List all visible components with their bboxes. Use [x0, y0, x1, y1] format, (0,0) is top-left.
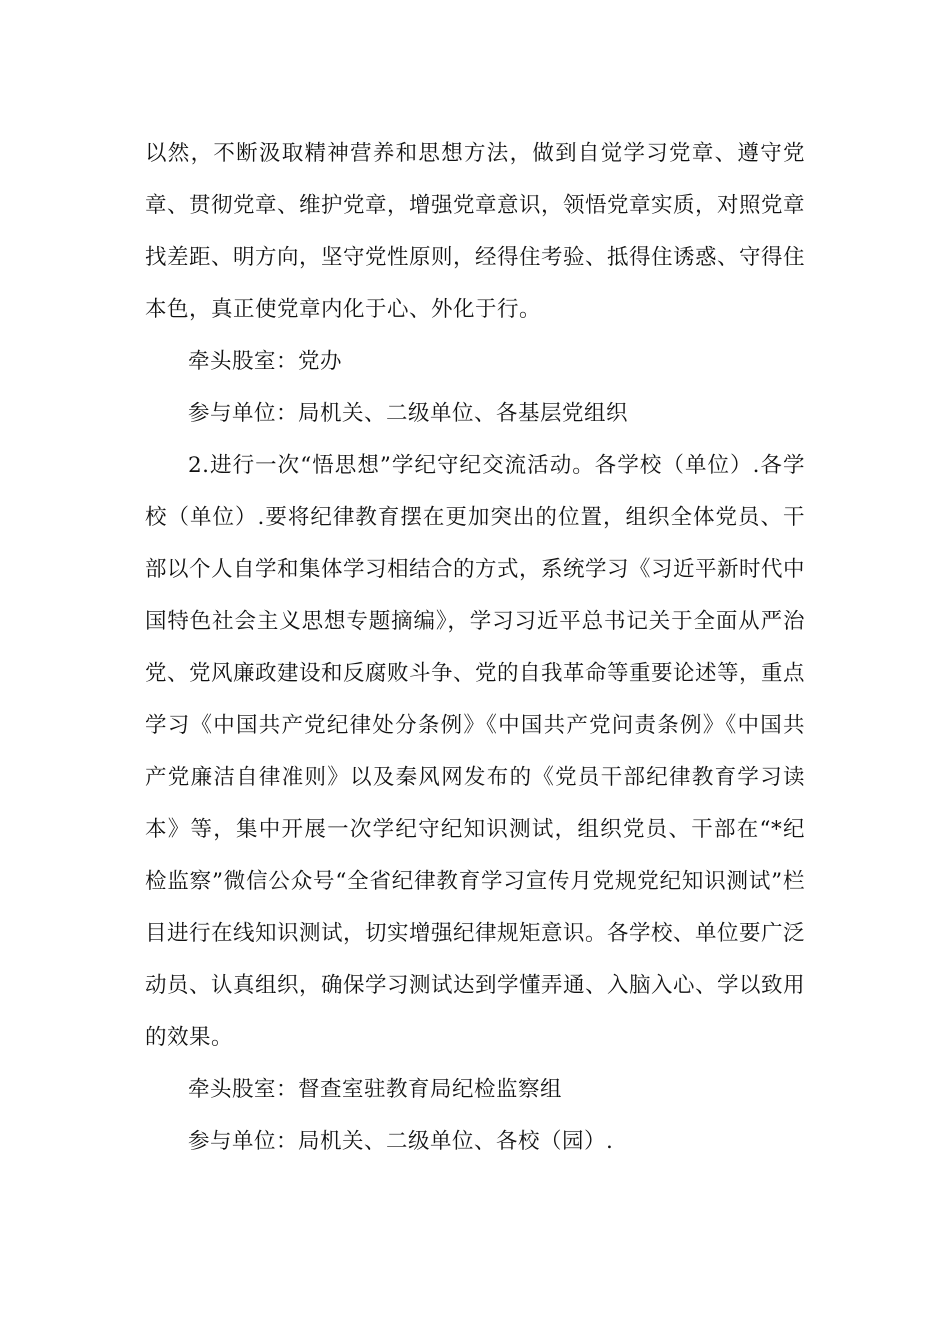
lead-office-line-2: 牵头股室：督查室驻教育局纪检监察组	[188, 1077, 563, 1102]
paragraph-party-constitution-study: 以然，不断汲取精神营养和思想方法，做到自觉学习党章、遵守党章、贯彻党章、维护党章，增强党章意识，领悟党章实质，对照党章找差距、明方向，坚守党性原则，经得住考验、抵得住诱惑、守得住本色，真正使党章内化于心、外化于行。	[145, 141, 806, 322]
participants-line-2: 参与单位：局机关、二级单位、各校（园）.	[188, 1129, 614, 1154]
lead-office-line-1: 牵头股室：党办	[188, 349, 343, 374]
document-body	[145, 128, 805, 1168]
participants-line-1: 参与单位：局机关、二级单位、各基层党组织	[188, 401, 629, 426]
paragraph-discipline-exchange: 2.进行一次“悟思想”学纪守纪交流活动。各学校（单位）.各学校（单位）.要将纪律教育摆在更加突出的位置，组织全体党员、干部以个人自学和集体学习相结合的方式，系统学习《习近平新时代中国特色社会主义思想专题摘编》，学习习近平总书记关于全面从严治党、党风廉政建设和反腐败斗争、党的自我革命等重要论述等，重点学习《中国共产党纪律处分条例》《中国共产党问责条例》《中国共产党廉洁自律准则》以及秦风网发布的《党员干部纪律教育学习读本》等，集中开展一次学纪守纪知识测试，组织党员、干部在“*纪检监察”微信公众号“全省纪律教育学习宣传月党规党纪知识测试”栏目进行在线知识测试，切实增强纪律规矩意识。各学校、单位要广泛动员、认真组织，确保学习测试达到学懂弄通、入脑入心、学以致用的效果。	[145, 453, 806, 1050]
